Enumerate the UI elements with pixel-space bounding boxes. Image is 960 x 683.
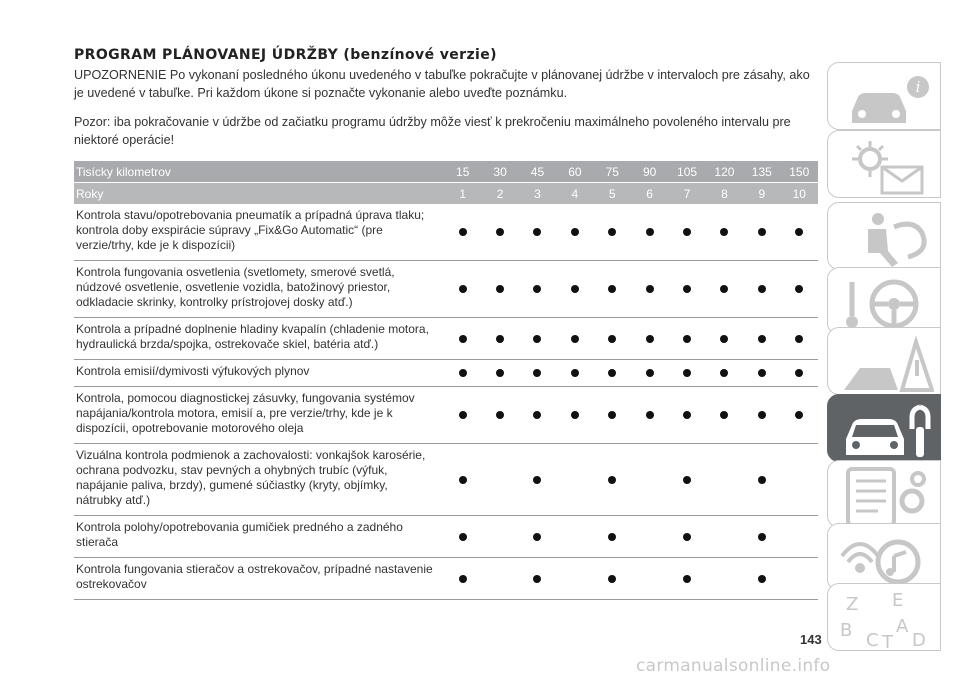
interval-dot-icon (533, 476, 541, 484)
year-header-row (74, 183, 818, 205)
year-header-label: Roky (74, 183, 444, 205)
km-header-cell: 60 (556, 161, 593, 183)
interval-dot-icon (608, 335, 616, 343)
interval-cell (481, 318, 518, 360)
interval-cell (556, 558, 593, 600)
interval-cell (781, 261, 818, 318)
interval-dot-icon (646, 335, 654, 343)
interval-dot-icon (459, 575, 467, 583)
interval-dot-icon (758, 575, 766, 583)
interval-dot-icon (758, 411, 766, 419)
interval-dot-icon (646, 228, 654, 236)
interval-dot-icon (608, 411, 616, 419)
interval-cell (594, 444, 631, 516)
interval-dot-icon (459, 411, 467, 419)
index-icon (838, 588, 934, 650)
interval-cell (519, 360, 556, 387)
interval-dot-icon (608, 228, 616, 236)
interval-dot-icon (571, 228, 579, 236)
year-header-cell: 10 (781, 183, 818, 205)
interval-cell (556, 318, 593, 360)
interval-cell (631, 318, 668, 360)
year-header-cell: 4 (556, 183, 593, 205)
interval-cell (706, 261, 743, 318)
interval-cell (706, 204, 743, 261)
interval-dot-icon (459, 369, 467, 377)
interval-cell (706, 318, 743, 360)
km-header-cell: 90 (631, 161, 668, 183)
interval-cell (668, 558, 705, 600)
km-header-cell: 30 (481, 161, 518, 183)
car-info-icon (838, 67, 934, 129)
interval-cell (743, 318, 780, 360)
interval-cell (444, 204, 481, 261)
year-header-cell: 7 (668, 183, 705, 205)
interval-cell (444, 387, 481, 444)
interval-cell (631, 261, 668, 318)
interval-dot-icon (533, 369, 541, 377)
schedule-body (74, 204, 818, 600)
year-header-cell: 6 (631, 183, 668, 205)
chapter-tab[interactable] (827, 130, 941, 198)
km-header-cell: 105 (668, 161, 705, 183)
interval-cell (781, 516, 818, 558)
interval-dot-icon (683, 369, 691, 377)
interval-cell (556, 516, 593, 558)
year-header-cell: 2 (481, 183, 518, 205)
interval-dot-icon (496, 335, 504, 343)
main-content (74, 46, 818, 600)
interval-dot-icon (646, 369, 654, 377)
svg-text:i: i (915, 78, 921, 96)
interval-dot-icon (571, 411, 579, 419)
km-header-row (74, 161, 818, 183)
interval-cell (594, 204, 631, 261)
interval-dot-icon (533, 335, 541, 343)
index-letter: D (912, 630, 926, 650)
interval-dot-icon (683, 575, 691, 583)
interval-cell (631, 444, 668, 516)
operation-description: Kontrola fungovania stieračov a ostrekovačov, prípadné nastavenie ostrekovačov (74, 558, 444, 600)
table-row (74, 204, 818, 261)
km-header-cell: 120 (706, 161, 743, 183)
interval-cell (519, 444, 556, 516)
chapter-tab[interactable] (827, 583, 941, 651)
km-header-cell: 15 (444, 161, 481, 183)
interval-dot-icon (758, 533, 766, 541)
interval-cell (481, 558, 518, 600)
interval-cell (556, 444, 593, 516)
interval-cell (743, 516, 780, 558)
interval-dot-icon (683, 476, 691, 484)
interval-dot-icon (496, 285, 504, 293)
chapter-tab[interactable] (827, 460, 941, 528)
interval-cell (668, 360, 705, 387)
interval-cell (481, 516, 518, 558)
starting-driving-icon (838, 272, 934, 334)
car-maintenance-icon (838, 399, 934, 461)
year-header-cell: 3 (519, 183, 556, 205)
interval-cell (706, 387, 743, 444)
operation-description: Kontrola, pomocou diagnostickej zásuvky, fungovania systémov napájania/kontrola motora, emisií a, pre verzie/trhy, kde je k dispozícii, opotrebovanie motorového oleja (74, 387, 444, 444)
interval-cell (556, 360, 593, 387)
interval-dot-icon (571, 285, 579, 293)
table-row (74, 516, 818, 558)
chapter-tab[interactable] (827, 62, 941, 130)
interval-dot-icon (608, 533, 616, 541)
km-header-label: Tisícky kilometrov (74, 161, 444, 183)
interval-dot-icon (533, 411, 541, 419)
interval-cell (631, 558, 668, 600)
table-row (74, 261, 818, 318)
interval-dot-icon (720, 369, 728, 377)
interval-cell (519, 261, 556, 318)
index-letter: C (866, 630, 879, 650)
index-letter: Z (846, 594, 859, 615)
interval-dot-icon (683, 335, 691, 343)
interval-cell (631, 204, 668, 261)
interval-dot-icon (459, 533, 467, 541)
interval-cell (519, 204, 556, 261)
interval-dot-icon (795, 411, 803, 419)
interval-cell (481, 444, 518, 516)
interval-dot-icon (795, 369, 803, 377)
interval-cell (444, 360, 481, 387)
interval-cell (781, 387, 818, 444)
interval-dot-icon (533, 533, 541, 541)
multimedia-icon (838, 528, 934, 590)
interval-cell (519, 558, 556, 600)
interval-cell (706, 360, 743, 387)
index-letter: A (896, 616, 909, 637)
interval-cell (743, 204, 780, 261)
interval-cell (481, 387, 518, 444)
interval-cell (594, 360, 631, 387)
interval-dot-icon (496, 228, 504, 236)
interval-cell (743, 261, 780, 318)
interval-dot-icon (720, 228, 728, 236)
interval-dot-icon (758, 476, 766, 484)
interval-cell (668, 261, 705, 318)
interval-dot-icon (459, 285, 467, 293)
interval-dot-icon (459, 476, 467, 484)
interval-cell (444, 318, 481, 360)
interval-dot-icon (758, 228, 766, 236)
table-row (74, 558, 818, 600)
table-row (74, 360, 818, 387)
interval-cell (743, 360, 780, 387)
interval-dot-icon (459, 228, 467, 236)
interval-cell (444, 444, 481, 516)
interval-dot-icon (683, 533, 691, 541)
interval-dot-icon (608, 575, 616, 583)
interval-cell (481, 204, 518, 261)
table-row (74, 387, 818, 444)
interval-dot-icon (571, 369, 579, 377)
chapter-tab[interactable] (827, 327, 941, 395)
interval-dot-icon (683, 285, 691, 293)
interval-cell (594, 558, 631, 600)
interval-cell (444, 558, 481, 600)
airbag-safety-icon (838, 207, 934, 269)
interval-cell (781, 204, 818, 261)
interval-dot-icon (496, 411, 504, 419)
interval-cell (668, 204, 705, 261)
chapter-tab[interactable] (827, 267, 941, 335)
interval-dot-icon (646, 411, 654, 419)
interval-dot-icon (608, 369, 616, 377)
interval-cell (668, 318, 705, 360)
interval-cell (781, 444, 818, 516)
interval-dot-icon (533, 228, 541, 236)
interval-dot-icon (720, 411, 728, 419)
interval-cell (444, 261, 481, 318)
interval-dot-icon (758, 369, 766, 377)
interval-cell (631, 387, 668, 444)
interval-cell (668, 387, 705, 444)
interval-cell (481, 261, 518, 318)
emergency-icon (838, 332, 934, 394)
interval-dot-icon (459, 335, 467, 343)
table-row (74, 444, 818, 516)
year-header-cell: 1 (444, 183, 481, 205)
watermark: carmanualsonline.info (636, 656, 831, 676)
interval-cell (519, 318, 556, 360)
interval-cell (594, 261, 631, 318)
interval-cell (668, 516, 705, 558)
interval-dot-icon (533, 575, 541, 583)
km-header-cell: 75 (594, 161, 631, 183)
interval-cell (444, 516, 481, 558)
operation-description: Kontrola stavu/opotrebovania pneumatík a prípadná úprava tlaku; kontrola doby exspirácie súpravy „Fix&Go Automatic“ (pre verzie/trhy, kde je k dispozícii) (74, 204, 444, 261)
interval-dot-icon (720, 285, 728, 293)
interval-dot-icon (683, 411, 691, 419)
chapter-tab[interactable] (827, 394, 941, 462)
warning-paragraph: UPOZORNENIE Po vykonaní posledného úkonu uvedeného v tabuľke pokračujte v plánovanej údržbe v intervaloch pre zásahy, ako je uvedené v tabuľke. Pri každom úkone si poznačte vykonanie alebo uveďte poznámku. (74, 68, 810, 100)
interval-cell (743, 444, 780, 516)
year-header-cell: 5 (594, 183, 631, 205)
table-row (74, 318, 818, 360)
page-title: PROGRAM PLÁNOVANEJ ÚDRŽBY (benzínové verzie) (74, 47, 497, 63)
interval-dot-icon (795, 285, 803, 293)
interval-cell (519, 387, 556, 444)
operation-description: Kontrola emisií/dymivosti výfukových plynov (74, 360, 444, 387)
interval-cell (706, 516, 743, 558)
interval-cell (631, 360, 668, 387)
interval-dot-icon (608, 285, 616, 293)
page-number: 143 (800, 632, 822, 647)
operation-description: Kontrola polohy/opotrebovania gumičiek predného a zadného stierača (74, 516, 444, 558)
interval-cell (781, 558, 818, 600)
interval-cell (594, 387, 631, 444)
interval-dot-icon (496, 369, 504, 377)
km-header-cell: 135 (743, 161, 780, 183)
interval-dot-icon (758, 285, 766, 293)
operation-description: Kontrola a prípadné doplnenie hladiny kvapalín (chladenie motora, hydraulická brzda/spojka, ostrekovače skiel, batéria atď.) (74, 318, 444, 360)
index-letter: E (892, 590, 904, 611)
interval-dot-icon (533, 285, 541, 293)
interval-cell (668, 444, 705, 516)
maintenance-schedule-table (74, 161, 818, 600)
interval-cell (481, 360, 518, 387)
interval-cell (556, 261, 593, 318)
interval-cell (631, 516, 668, 558)
interval-cell (706, 558, 743, 600)
interval-dot-icon (646, 285, 654, 293)
interval-cell (743, 387, 780, 444)
interval-dot-icon (608, 476, 616, 484)
index-letter: T (882, 632, 893, 650)
km-header-cell: 45 (519, 161, 556, 183)
note-paragraph: Pozor: iba pokračovanie v údržbe od začiatku programu údržby môže viesť k prekročeniu maximálneho povoleného intervalu pre niektoré operácie! (74, 115, 791, 147)
technical-data-icon (838, 465, 934, 527)
interval-cell (594, 516, 631, 558)
interval-dot-icon (683, 228, 691, 236)
year-header-cell: 8 (706, 183, 743, 205)
km-header-cell: 150 (781, 161, 818, 183)
chapter-tab[interactable] (827, 202, 941, 270)
index-letter: B (840, 620, 853, 641)
interval-cell (519, 516, 556, 558)
interval-dot-icon (758, 335, 766, 343)
interval-cell (743, 558, 780, 600)
interval-cell (594, 318, 631, 360)
interval-dot-icon (571, 335, 579, 343)
interval-cell (781, 360, 818, 387)
operation-description: Kontrola fungovania osvetlenia (svetlomety, smerové svetlá, núdzové osvetlenie, osvetlenie vozidla, batožinový priestor, odkladacie skrinky, kontrolky prístrojovej dosky atď.) (74, 261, 444, 318)
interval-cell (781, 318, 818, 360)
interval-dot-icon (720, 335, 728, 343)
warning-lights-icon (838, 135, 934, 197)
interval-dot-icon (795, 335, 803, 343)
interval-cell (556, 204, 593, 261)
interval-dot-icon (795, 228, 803, 236)
operation-description: Vizuálna kontrola podmienok a zachovalosti: vonkajšok karosérie, ochrana podvozku, stav pevných a ohybných trubíc (výfuk, napájanie paliva, brzdy), gumené súčiastky (kryty, objímky, nátrubky atď.) (74, 444, 444, 516)
chapter-tab[interactable] (827, 523, 941, 591)
year-header-cell: 9 (743, 183, 780, 205)
interval-cell (706, 444, 743, 516)
interval-cell (556, 387, 593, 444)
